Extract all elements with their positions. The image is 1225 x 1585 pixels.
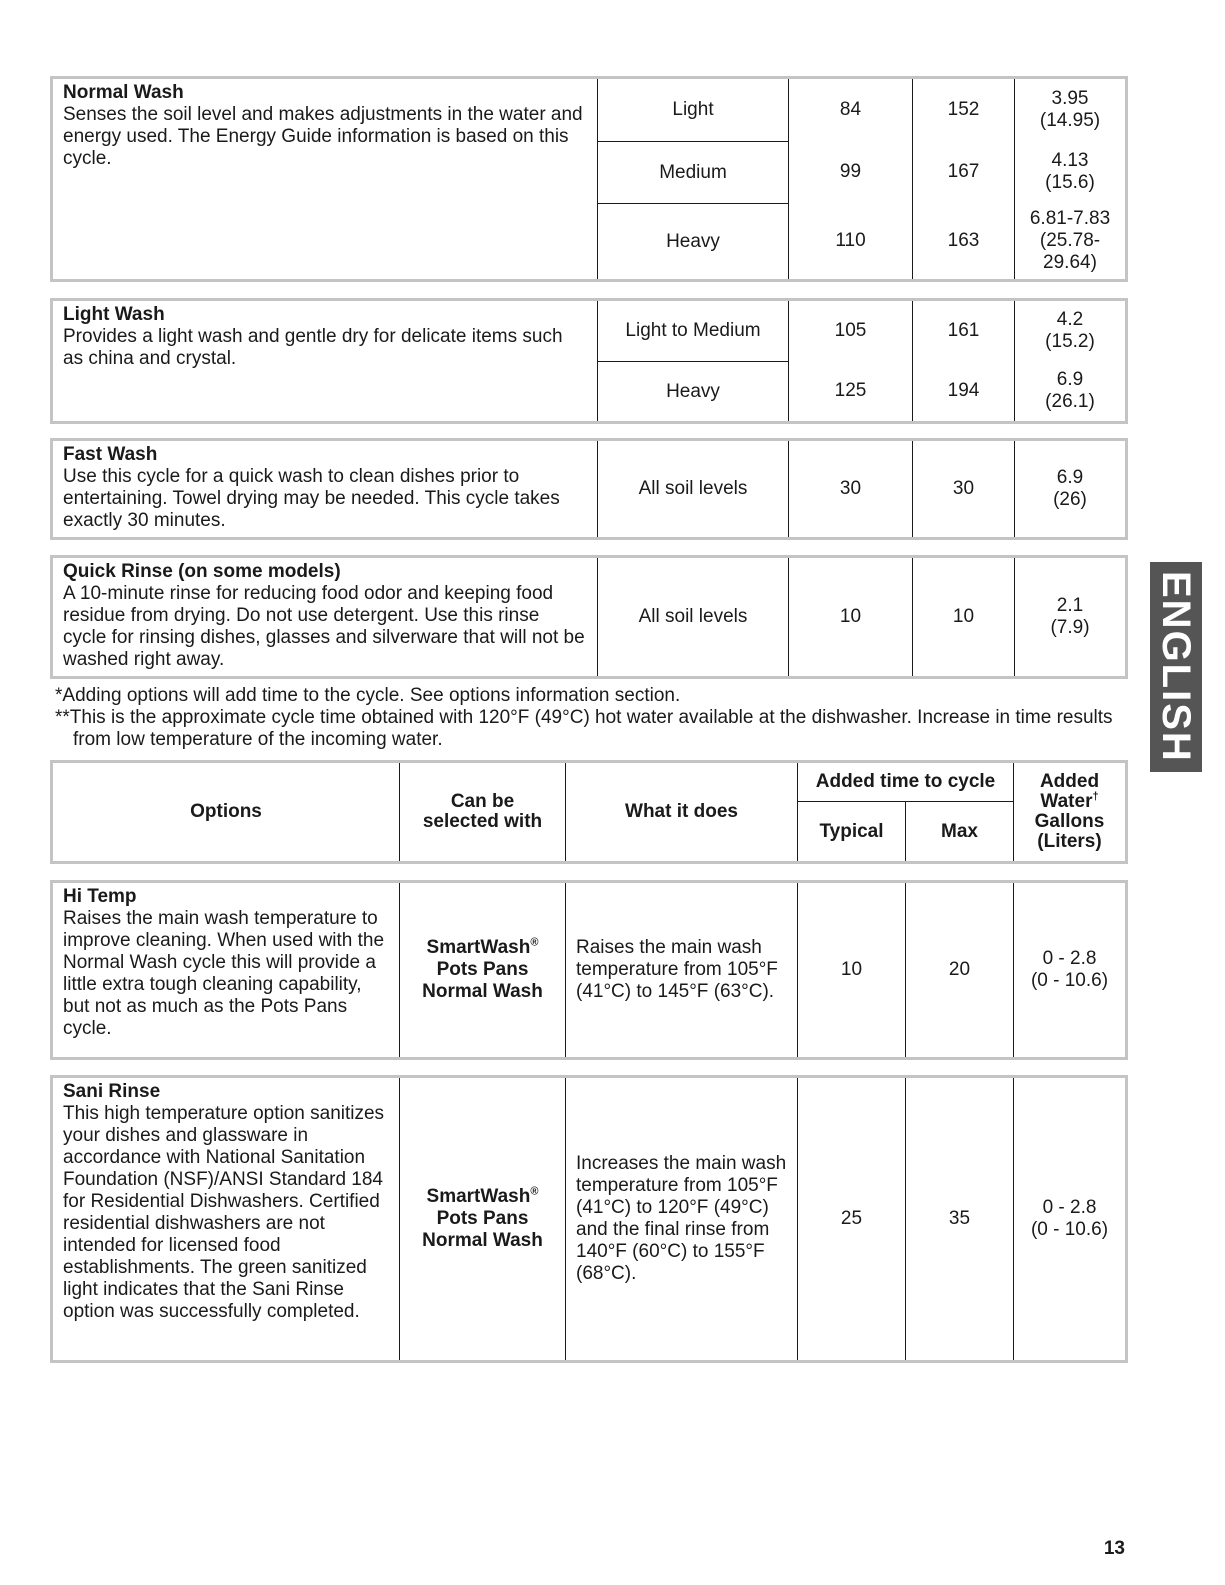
cycle-title: Normal Wash	[63, 82, 184, 103]
cycle-block-normal-wash	[50, 76, 1128, 282]
option-typical: 25	[797, 1078, 905, 1360]
header-typical: Typical	[819, 820, 884, 842]
cycle-value-column	[912, 79, 1014, 279]
option-block-hi-temp	[50, 880, 1128, 1060]
footnote-cycle-time: **This is the approximate cycle time obtained with 120°F (49°C) hot water available at the dishwasher. Increase in time results from low temperature of the incoming water.	[55, 707, 1113, 750]
registered-mark: ®	[530, 1185, 539, 1198]
option-what-it-does: Increases the main wash temperature from 105°F (41°C) to 120°F (49°C) and the final rinse from 140°F (60°C) to 155°F (68°C).	[576, 1153, 787, 1284]
header-options: Options	[190, 801, 262, 822]
option-title: Sani Rinse	[63, 1081, 161, 1102]
cycle-value: 194	[947, 380, 980, 401]
cycle-value-column	[912, 301, 1014, 421]
footnote-options: *Adding options will add time to the cycle. See options information section.	[55, 685, 681, 706]
cycle-value: 163	[947, 230, 980, 251]
soil-level-column	[597, 301, 788, 421]
option-description-cell	[53, 1078, 399, 1360]
soil-level-column	[597, 79, 788, 279]
option-block-sani-rinse	[50, 1075, 1128, 1363]
water-column	[1014, 301, 1125, 421]
cycle-block-light-wash	[50, 298, 1128, 424]
cycle-value: 105	[834, 320, 867, 341]
option-water: 0 - 2.8 (0 - 10.6)	[1013, 1078, 1125, 1360]
soil-level: Heavy	[598, 361, 788, 421]
cycle-description: Senses the soil level and makes adjustments in the water and energy used. The Energy Guide information is based on this cycle.	[63, 104, 583, 169]
water-value: 6.9 (26.1)	[1045, 369, 1095, 412]
option-typical: 10	[797, 883, 905, 1057]
selected-with-item: Pots Pans	[436, 1208, 529, 1229]
water-value: 2.1 (7.9)	[1014, 558, 1125, 676]
option-max: 35	[905, 1078, 1013, 1360]
header-can-be-selected: Can be selected with	[399, 763, 565, 861]
option-selected-with	[399, 883, 565, 1057]
cycle-title: Quick Rinse (on some models)	[63, 561, 341, 582]
selected-with-item: SmartWash	[426, 1186, 531, 1207]
registered-mark: ®	[530, 936, 539, 949]
soil-level: Light	[672, 99, 714, 120]
soil-level: Light to Medium	[625, 320, 761, 341]
cycle-value: 110	[835, 230, 866, 251]
cycle-value-column	[788, 79, 912, 279]
cycle-value: 125	[834, 380, 867, 401]
water-value: 4.13 (15.6)	[1045, 150, 1095, 193]
soil-level: All soil levels	[597, 558, 788, 676]
option-description: Raises the main wash temperature to improve cleaning. When used with the Normal Wash cycle this will provide a little extra tough cleaning capability, but not as much as the Pots Pans cycle.	[63, 908, 385, 1039]
soil-level: Heavy	[598, 203, 788, 279]
header-added-water-label: Added Water	[1039, 771, 1100, 812]
header-what-it-does: What it does	[565, 763, 797, 861]
option-water: 0 - 2.8 (0 - 10.6)	[1013, 883, 1125, 1057]
cycle-value: 10	[912, 558, 1014, 676]
cycle-description-cell	[53, 558, 597, 676]
cycle-value: 152	[947, 99, 980, 120]
soil-level: Medium	[598, 141, 788, 203]
page-number: 13	[1103, 1538, 1125, 1559]
options-header	[50, 760, 1128, 864]
cycle-value: 10	[788, 558, 912, 676]
header-added-time: Added time to cycle	[815, 771, 996, 792]
cycle-value: 167	[947, 161, 980, 182]
selected-with-item: SmartWash	[426, 937, 531, 958]
water-value: 4.2 (15.2)	[1045, 309, 1095, 352]
water-value: 6.9 (26)	[1014, 441, 1125, 537]
header-added-water	[1013, 763, 1125, 861]
selected-with-item: Normal Wash	[422, 1230, 543, 1251]
cycle-block-fast-wash	[50, 438, 1128, 540]
cycle-value-column	[788, 301, 912, 421]
option-what-it-does-cell	[565, 883, 797, 1057]
option-selected-with	[399, 1078, 565, 1360]
cycle-value: 99	[839, 161, 862, 182]
selected-with-item: Pots Pans	[436, 959, 529, 980]
cycle-description: Use this cycle for a quick wash to clean dishes prior to entertaining. Towel drying may be needed. This cycle takes exactly 30 minutes.	[63, 466, 560, 531]
option-max: 20	[905, 883, 1013, 1057]
cycle-description-cell	[53, 441, 597, 537]
dagger-mark: †	[1092, 790, 1099, 803]
cycle-value: 161	[947, 320, 980, 341]
footnotes	[55, 685, 1135, 751]
option-what-it-does: Raises the main wash temperature from 105°F (41°C) to 145°F (63°C).	[576, 937, 778, 1002]
soil-level: All soil levels	[597, 441, 788, 537]
header-gallons-liters: Gallons (Liters)	[1034, 811, 1105, 852]
language-label: ENGLISH	[1154, 571, 1198, 763]
cycle-value: 30	[912, 441, 1014, 537]
option-what-it-does-cell	[565, 1078, 797, 1360]
water-value: 6.81-7.83 (25.78- 29.64)	[1029, 208, 1111, 273]
option-description: This high temperature option sanitizes your dishes and glassware in accordance with National Sanitation Foundation (NSF)/ANSI Standard 184 for Residential Dishwashers. Certified residential dishwashers are not intended for licensed food establishments. The green sanitized light indicates that the Sani Rinse option was successfully completed.	[63, 1103, 385, 1322]
cycle-description-cell	[53, 79, 597, 279]
water-value: 3.95 (14.95)	[1039, 88, 1101, 131]
option-title: Hi Temp	[63, 886, 137, 907]
cycle-value: 84	[839, 99, 862, 120]
water-column	[1014, 79, 1125, 279]
cycle-value: 30	[788, 441, 912, 537]
cycle-description: Provides a light wash and gentle dry for delicate items such as china and crystal.	[63, 326, 563, 369]
selected-with-item: Normal Wash	[422, 981, 543, 1002]
option-description-cell	[53, 883, 399, 1057]
cycle-title: Fast Wash	[63, 444, 158, 465]
cycle-description-cell	[53, 301, 597, 421]
cycle-description: A 10-minute rinse for reducing food odor and keeping food residue from drying. Do not use detergent. Use this rinse cycle for rinsing dishes, glasses and silverware that will not be washed right away.	[63, 583, 585, 670]
header-max: Max	[905, 802, 1013, 861]
header-added-time-group	[797, 763, 1013, 861]
language-side-tab	[1150, 562, 1202, 772]
cycle-title: Light Wash	[63, 304, 165, 325]
cycle-block-quick-rinse	[50, 555, 1128, 679]
